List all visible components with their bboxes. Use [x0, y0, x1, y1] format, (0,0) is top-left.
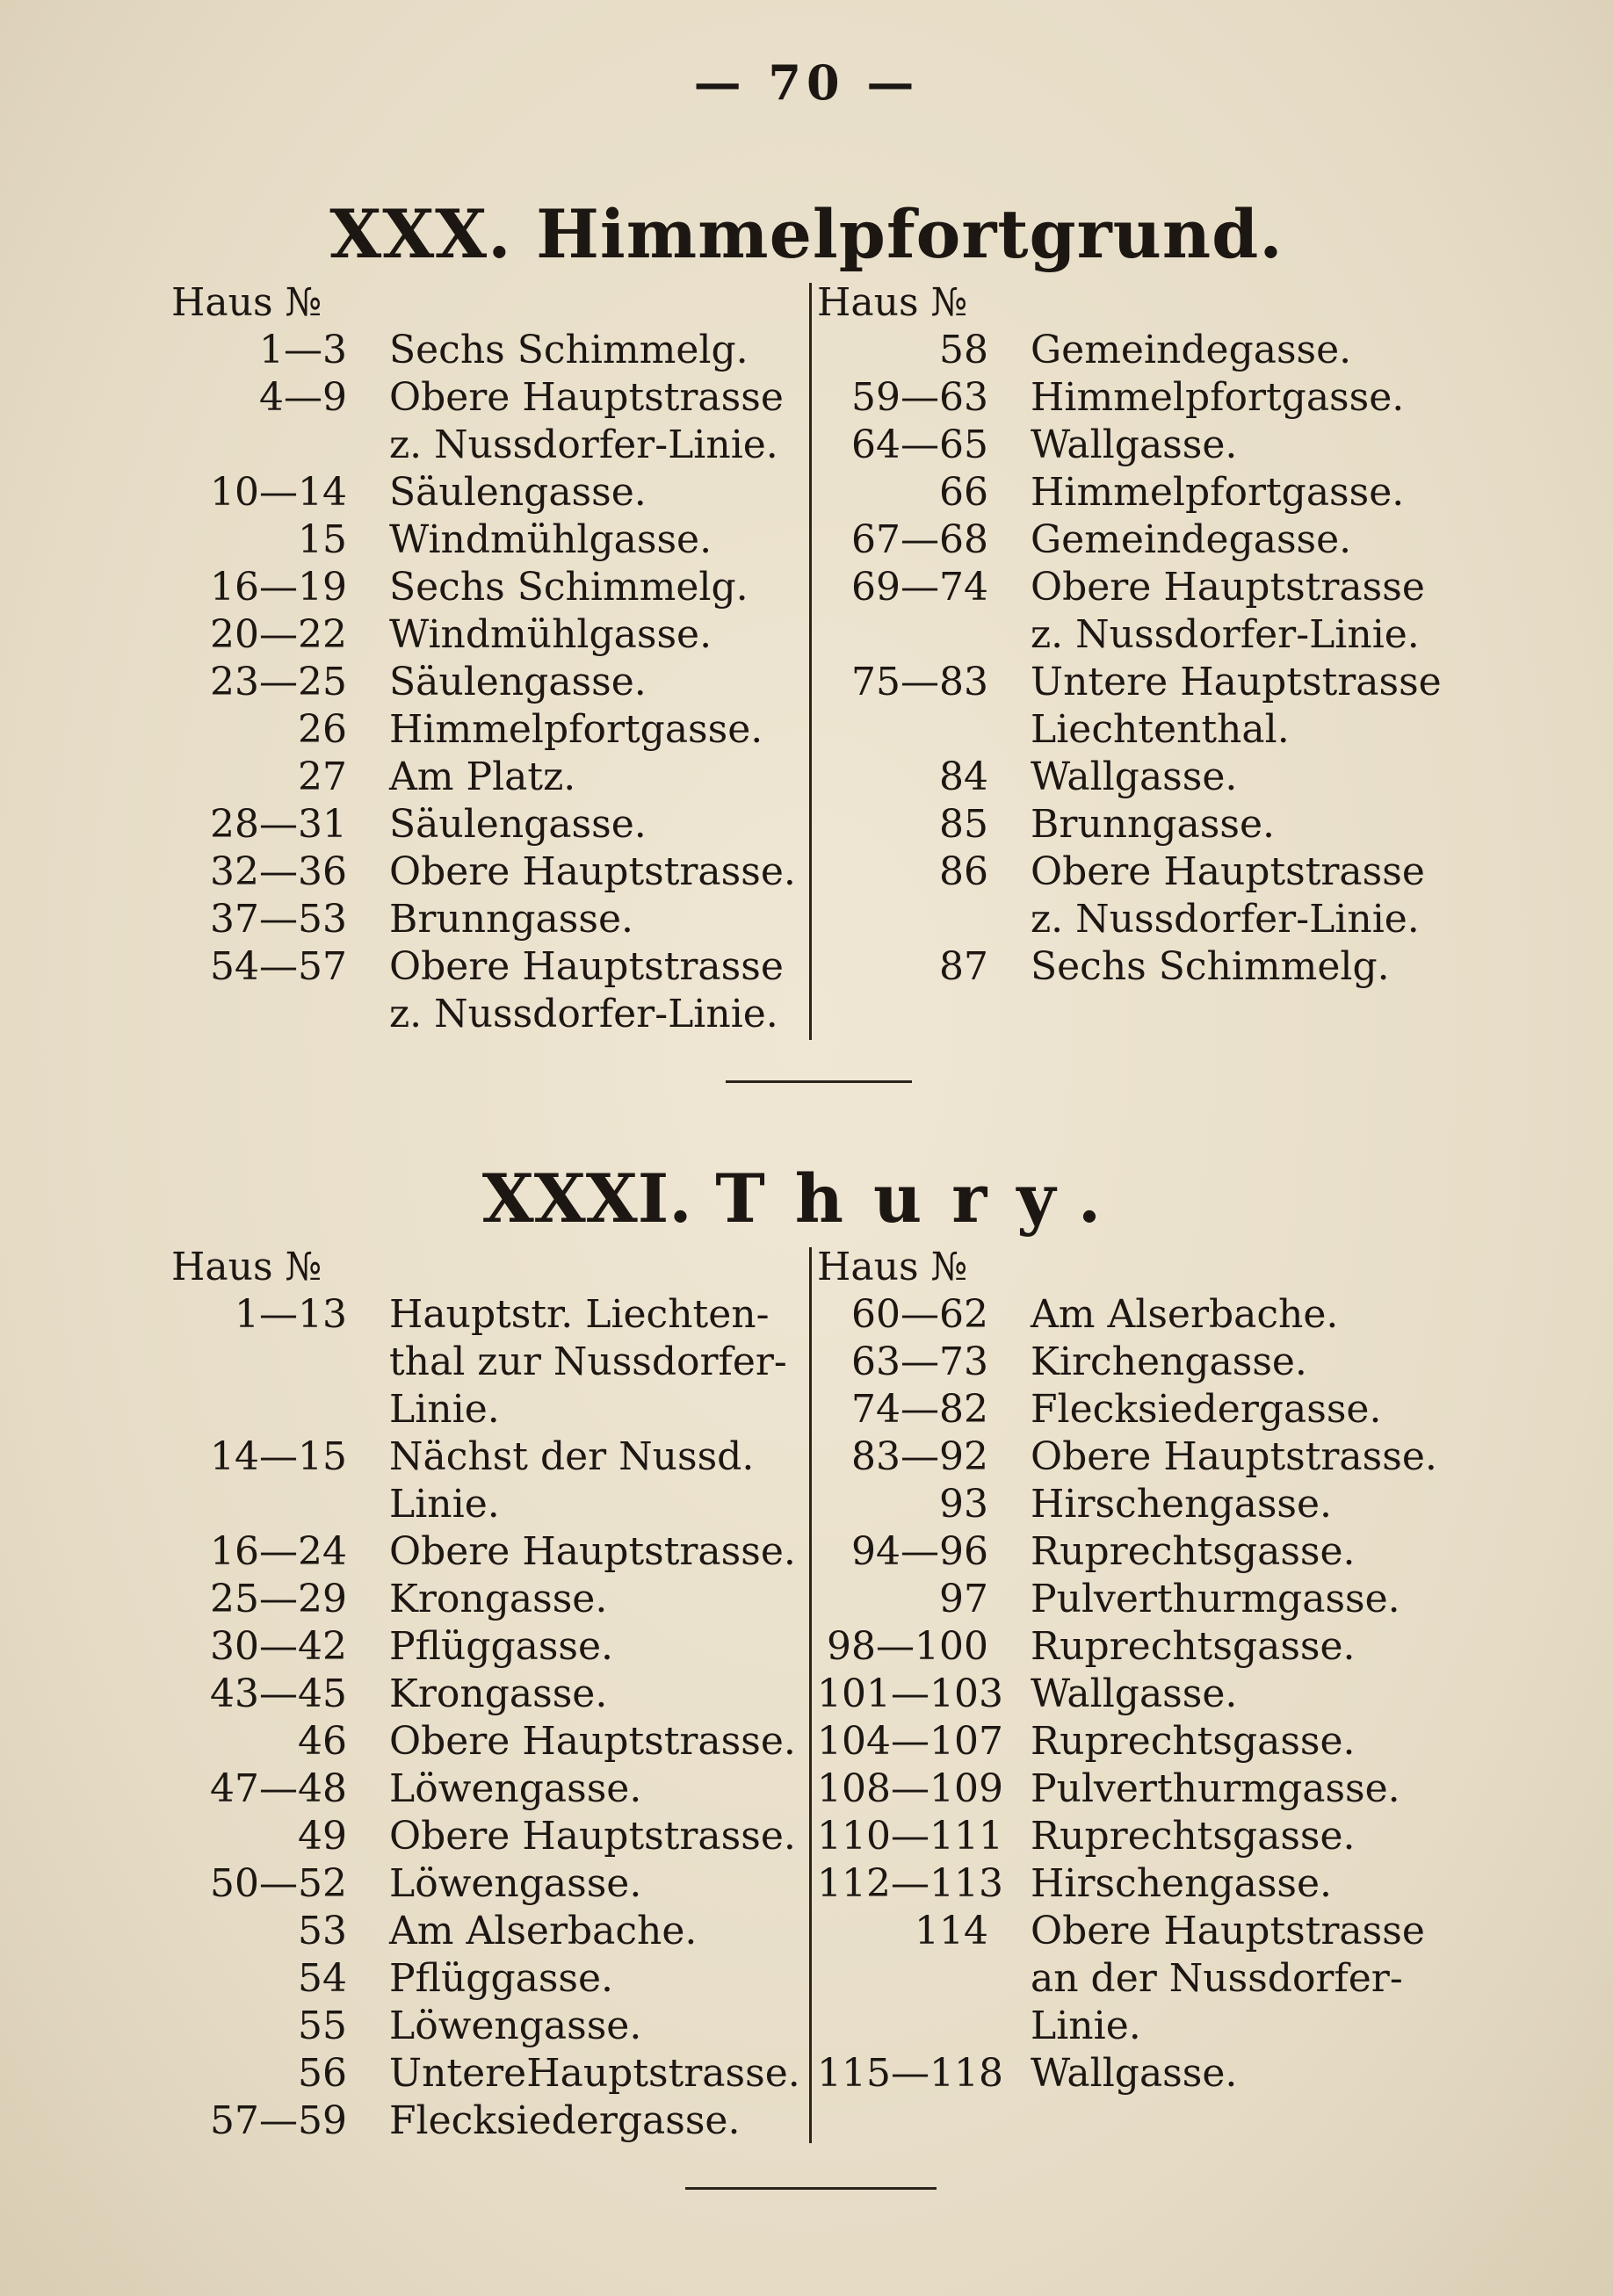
- list-item: [817, 1576, 1467, 1623]
- list-item: [817, 469, 1467, 516]
- house-number: 16—24: [210, 1529, 347, 1574]
- street-name: Wallgasse.: [1031, 422, 1238, 467]
- list-item: [171, 2050, 808, 2097]
- list-item: [817, 943, 1467, 991]
- page-number: — 70 —: [693, 54, 920, 111]
- street-name: Löwengasse.: [389, 2004, 642, 2048]
- street-name: Himmelpfortgasse.: [389, 707, 763, 752]
- house-number: 1—13: [235, 1292, 347, 1337]
- house-number: 97: [939, 1577, 988, 1621]
- section-title-xxxi: [0, 1159, 1613, 1238]
- list-item: [817, 327, 1467, 374]
- house-number: 26: [298, 707, 347, 752]
- street-name: Ruprechtsgasse.: [1031, 1529, 1356, 1574]
- list-item: [817, 1339, 1467, 1386]
- list-item: [817, 516, 1467, 564]
- street-name: thal zur Nussdorfer-: [389, 1339, 787, 1384]
- street-name: Wallgasse.: [1031, 2051, 1238, 2096]
- list-item: [171, 2003, 808, 2050]
- list-item: [171, 1291, 808, 1339]
- list-item: [171, 1718, 808, 1765]
- list-item: [171, 1528, 808, 1576]
- house-number: 20—22: [210, 612, 347, 657]
- list-item: [171, 1908, 808, 1955]
- list-item: [171, 1671, 808, 1718]
- column-header: Haus №: [171, 1245, 322, 1289]
- street-name: Obere Hauptstrasse.: [389, 1814, 796, 1859]
- list-item: [171, 801, 808, 848]
- list-item: [171, 1386, 808, 1433]
- list-item: [817, 1528, 1467, 1576]
- list-item: [171, 2097, 808, 2145]
- list-item: [171, 1955, 808, 2003]
- house-number: 16—19: [210, 565, 347, 610]
- house-number: [817, 1955, 988, 2003]
- street-name: z. Nussdorfer-Linie.: [389, 992, 778, 1036]
- street-name: Pulverthurmgasse.: [1031, 1766, 1400, 1811]
- list-item: [171, 896, 808, 943]
- house-number: 58: [939, 328, 988, 372]
- house-number: 98—100: [827, 1624, 988, 1669]
- left-column: [171, 1244, 808, 2145]
- street-name: Brunngasse.: [1031, 802, 1275, 847]
- house-number: 114: [915, 1909, 988, 1953]
- house-number: 14—15: [210, 1434, 347, 1479]
- house-number: 87: [939, 944, 988, 989]
- street-name: Hauptstr. Liechten-: [389, 1292, 770, 1337]
- house-number: 83—92: [851, 1434, 988, 1479]
- end-divider: [685, 2187, 937, 2190]
- street-name: an der Nussdorfer-: [1031, 1956, 1403, 2001]
- street-name: Nächst der Nussd.: [389, 1434, 755, 1479]
- list-item: [817, 706, 1467, 754]
- house-number: 43—45: [210, 1671, 347, 1716]
- house-number: 1—3: [259, 328, 347, 372]
- street-name: Linie.: [1031, 2004, 1141, 2048]
- street-name: Obere Hauptstrasse: [389, 944, 784, 989]
- street-name: Ruprechtsgasse.: [1031, 1814, 1356, 1859]
- house-number: 66: [939, 470, 988, 515]
- house-number: 69—74: [851, 565, 988, 610]
- list-item: [817, 1433, 1467, 1481]
- list-item: [171, 611, 808, 659]
- list-item: [171, 1481, 808, 1528]
- street-name: Windmühlgasse.: [389, 612, 712, 657]
- house-number: 74—82: [851, 1387, 988, 1432]
- list-item: [171, 848, 808, 896]
- list-item: [817, 1718, 1467, 1765]
- section-title-xxx: [0, 195, 1613, 273]
- street-name: Obere Hauptstrasse: [1031, 1909, 1425, 1953]
- street-name: Sechs Schimmelg.: [389, 328, 749, 372]
- street-name: Am Alserbache.: [389, 1909, 698, 1953]
- house-number: 23—25: [210, 660, 347, 704]
- list-item: [171, 659, 808, 706]
- left-column: [171, 279, 808, 1038]
- house-number: 93: [939, 1482, 988, 1527]
- list-item: [817, 754, 1467, 801]
- house-number: 54: [298, 1956, 347, 2001]
- house-number: [171, 991, 347, 1038]
- house-number: [817, 2003, 988, 2050]
- house-number: 32—36: [210, 849, 347, 894]
- street-name: Gemeindegasse.: [1031, 517, 1352, 562]
- list-item: [817, 2050, 1467, 2097]
- street-name: Hirschengasse.: [1031, 1482, 1332, 1527]
- street-name: Gemeindegasse.: [1031, 328, 1352, 372]
- list-item: [171, 374, 808, 422]
- list-item: [817, 611, 1467, 659]
- house-number: 60—62: [851, 1292, 988, 1337]
- section-divider: [726, 1080, 912, 1083]
- list-item: [171, 706, 808, 754]
- street-name: Am Alserbache.: [1031, 1292, 1339, 1337]
- column-rule: [809, 1247, 812, 2143]
- street-name: Flecksiedergasse.: [1031, 1387, 1382, 1432]
- house-number: [171, 1386, 347, 1433]
- list-item: [817, 422, 1467, 469]
- list-item: [817, 2003, 1467, 2050]
- street-name: z. Nussdorfer-Linie.: [1031, 897, 1420, 942]
- house-number: 110—111: [817, 1814, 1003, 1859]
- column-header: Haus №: [817, 280, 968, 325]
- section-name: Thury.: [715, 1159, 1132, 1238]
- house-number: 63—73: [851, 1339, 988, 1384]
- house-number: 47—48: [210, 1766, 347, 1811]
- list-item: [817, 1908, 1467, 1955]
- house-number: 112—113: [817, 1861, 1003, 1906]
- list-item: [817, 1386, 1467, 1433]
- house-number: 30—42: [210, 1624, 347, 1669]
- street-name: Brunngasse.: [389, 897, 633, 942]
- section-roman: XXXI.: [481, 1159, 692, 1238]
- street-name: Löwengasse.: [389, 1766, 642, 1811]
- street-name: Ruprechtsgasse.: [1031, 1719, 1356, 1764]
- street-name: Windmühlgasse.: [389, 517, 712, 562]
- house-number: 57—59: [210, 2098, 347, 2143]
- house-number: 94—96: [851, 1529, 988, 1574]
- street-name: Flecksiedergasse.: [389, 2098, 741, 2143]
- street-name: Himmelpfortgasse.: [1031, 375, 1405, 420]
- list-item: [817, 659, 1467, 706]
- house-number: 86: [939, 849, 988, 894]
- section-roman: XXX.: [329, 195, 512, 273]
- street-name: Löwengasse.: [389, 1861, 642, 1906]
- list-item: [171, 754, 808, 801]
- street-name: Pulverthurmgasse.: [1031, 1577, 1400, 1621]
- house-number: 56: [298, 2051, 347, 2096]
- house-number: 101—103: [817, 1671, 1003, 1716]
- list-item: [171, 327, 808, 374]
- street-name: Obere Hauptstrasse: [1031, 565, 1425, 610]
- list-item: [171, 422, 808, 469]
- street-name: Säulengasse.: [389, 802, 647, 847]
- house-number: 108—109: [817, 1766, 1003, 1811]
- house-number: 75—83: [851, 660, 988, 704]
- list-item: [817, 564, 1467, 611]
- house-number: 27: [298, 755, 347, 799]
- list-item: [817, 1765, 1467, 1813]
- house-number: 115—118: [817, 2051, 1003, 2096]
- right-column: [817, 279, 1467, 991]
- house-number: 37—53: [210, 897, 347, 942]
- street-name: Linie.: [389, 1387, 500, 1432]
- house-number: [817, 706, 988, 754]
- right-column: [817, 1244, 1467, 2097]
- street-name: Wallgasse.: [1031, 755, 1238, 799]
- list-item: [817, 1481, 1467, 1528]
- street-name: Obere Hauptstrasse.: [389, 1529, 796, 1574]
- house-number: 28—31: [210, 802, 347, 847]
- list-item: [171, 1860, 808, 1908]
- list-item: [817, 1671, 1467, 1718]
- house-number: [817, 896, 988, 943]
- house-number: [817, 611, 988, 659]
- house-number: 104—107: [817, 1719, 1003, 1764]
- street-name: Pflüggasse.: [389, 1624, 614, 1669]
- house-number: [171, 422, 347, 469]
- house-number: 54—57: [210, 944, 347, 989]
- street-name: Am Platz.: [389, 755, 576, 799]
- street-name: Linie.: [389, 1482, 500, 1527]
- house-number: 4—9: [259, 375, 347, 420]
- list-item: [171, 1433, 808, 1481]
- street-name: Krongasse.: [389, 1577, 608, 1621]
- street-name: Obere Hauptstrasse.: [389, 1719, 796, 1764]
- street-name: Säulengasse.: [389, 660, 647, 704]
- house-number: 10—14: [210, 470, 347, 515]
- street-name: Kirchengasse.: [1031, 1339, 1307, 1384]
- house-number: 67—68: [851, 517, 988, 562]
- list-item: [171, 469, 808, 516]
- street-name: Obere Hauptstrasse.: [1031, 1434, 1437, 1479]
- house-number: 55: [298, 2004, 347, 2048]
- street-name: Obere Hauptstrasse.: [389, 849, 796, 894]
- column-header: Haus №: [171, 280, 322, 325]
- list-item: [171, 1339, 808, 1386]
- list-item: [171, 564, 808, 611]
- list-item: [817, 896, 1467, 943]
- street-name: Ruprechtsgasse.: [1031, 1624, 1356, 1669]
- list-item: [171, 1765, 808, 1813]
- street-name: Wallgasse.: [1031, 1671, 1238, 1716]
- house-number: 46: [298, 1719, 347, 1764]
- list-item: [171, 943, 808, 991]
- house-number: 49: [298, 1814, 347, 1859]
- list-item: [171, 1813, 808, 1860]
- house-number: 85: [939, 802, 988, 847]
- street-name: Sechs Schimmelg.: [389, 565, 749, 610]
- house-number: 15: [298, 517, 347, 562]
- street-name: UntereHauptstrasse.: [389, 2051, 800, 2096]
- column-header: Haus №: [817, 1245, 968, 1289]
- house-number: 64—65: [851, 422, 988, 467]
- street-name: Krongasse.: [389, 1671, 608, 1716]
- house-number: 50—52: [210, 1861, 347, 1906]
- street-name: Hirschengasse.: [1031, 1861, 1332, 1906]
- list-item: [817, 801, 1467, 848]
- list-item: [817, 1623, 1467, 1671]
- list-item: [817, 1860, 1467, 1908]
- street-name: z. Nussdorfer-Linie.: [1031, 612, 1420, 657]
- street-name: Obere Hauptstrasse: [389, 375, 784, 420]
- house-number: 25—29: [210, 1577, 347, 1621]
- list-item: [817, 848, 1467, 896]
- house-number: 53: [298, 1909, 347, 1953]
- list-item: [817, 1291, 1467, 1339]
- street-name: Himmelpfortgasse.: [1031, 470, 1405, 515]
- list-item: [817, 374, 1467, 422]
- house-number: [171, 1481, 347, 1528]
- list-item: [171, 1623, 808, 1671]
- list-item: [171, 1576, 808, 1623]
- street-name: z. Nussdorfer-Linie.: [389, 422, 778, 467]
- house-number: 84: [939, 755, 988, 799]
- house-number: 59—63: [851, 375, 988, 420]
- street-name: Liechtenthal.: [1031, 707, 1290, 752]
- street-name: Sechs Schimmelg.: [1031, 944, 1390, 989]
- street-name: Obere Hauptstrasse: [1031, 849, 1425, 894]
- column-rule: [809, 283, 812, 1040]
- house-number: [171, 1339, 347, 1386]
- section-name: Himmelpfortgrund.: [536, 195, 1284, 273]
- street-name: Untere Hauptstrasse: [1031, 660, 1442, 704]
- street-name: Säulengasse.: [389, 470, 647, 515]
- street-name: Pflüggasse.: [389, 1956, 614, 2001]
- list-item: [817, 1813, 1467, 1860]
- list-item: [171, 991, 808, 1038]
- list-item: [171, 516, 808, 564]
- list-item: [817, 1955, 1467, 2003]
